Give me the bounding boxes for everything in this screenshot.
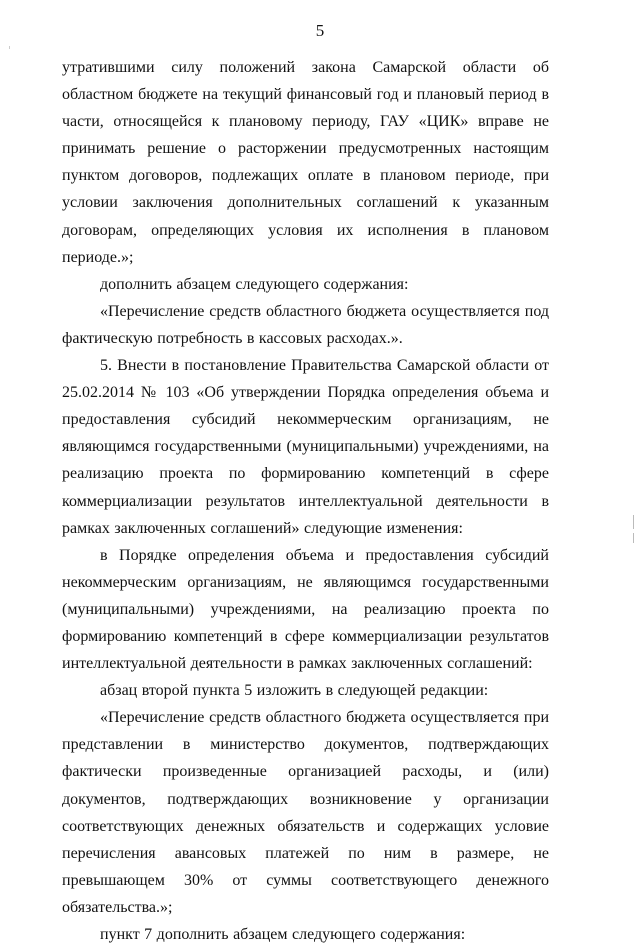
paragraph-continuation: утратившими силу положений закона Самарской области об областном бюджете на текущий финансовый год и плановый период в части, относящейся к плановому периоду, ГАУ «ЦИК» вправе не принимать решение о расторжении предусмотренных настоящим пунктом договоров, подлежащих оплате в плановом периоде, при условии заключения дополнительных соглашений к указанным договорам, определяющих условия их исполнения в плановом периоде.»; (62, 59, 549, 266)
document-body (62, 54, 549, 948)
scan-artifact (9, 46, 10, 49)
scan-artifact (633, 515, 634, 529)
page-number: 5 (315, 21, 325, 40)
paragraph-item-5: 5. Внести в постановление Правительства Самарской области от 25.02.2014 № 103 «Об утверждении Порядка определения объема и предоставления субсидий некоммерческим организациям, не являющимся государственными (муниципальными) учреждениями, на реализацию проекта по формированию компетенций в сфере коммерциализации результатов интеллектуальной деятельности в рамках заключенных соглашений» следующие изменения: (62, 357, 549, 537)
paragraph-quoted-text: «Перечисление средств областного бюджета осуществляется при представлении в министерство документов, подтверждающих фактически произведенные организацией расходы, и (или) документов, подтверждающих возникновение у организации соответствующих денежных обязательств и содержащих условие перечисления авансовых платежей по ним в размере, не превышающем 30% от суммы соответствующего денежного обязательства.»; (62, 709, 549, 916)
paragraph-procedure-reference: в Порядке определения объема и предоставления субсидий некоммерческим организациям, не являющимся государственными (муниципальными) учреждениями, на реализацию проекта по формированию компетенций в сфере коммерциализации результатов интеллектуальной деятельности в рамках заключенных соглашений: (62, 546, 549, 673)
paragraph-amendment-instruction: пункт 7 дополнить абзацем следующего содержания: (100, 926, 466, 943)
paragraph-amendment-instruction: дополнить абзацем следующего содержания: (100, 275, 409, 293)
paragraph-amendment-instruction: абзац второй пункта 5 изложить в следующей редакции: (100, 682, 489, 700)
paragraph-quoted-text: «Перечисление средств областного бюджета осуществляется под фактическую потребность в кассовых расходах.». (62, 302, 549, 347)
scan-artifact (633, 533, 634, 543)
